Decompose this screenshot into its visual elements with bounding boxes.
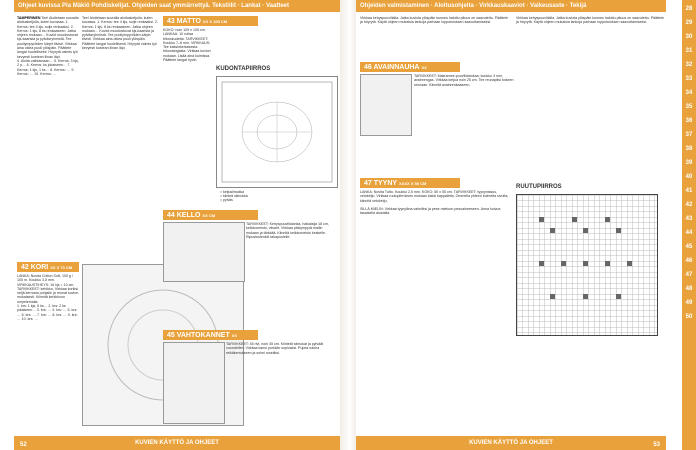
left-header: Ohjeet kuvissa Pia Mäkiö Pohdiskelijat. Ohjeiden saat ymmärrettyä. Tekstiilit · Lankat · Vaatteet (14, 0, 340, 12)
edge-number: 38 (685, 146, 693, 152)
edge-number-list (682, 6, 696, 320)
edge-number: 42 (685, 202, 693, 208)
jar-photo (163, 342, 225, 424)
edge-number: 50 (685, 314, 693, 320)
section-47-text: LANKA: Novita Tuttu. Koukku 2,5 mm. KOKO: 50 x 50 cm. TARVIKKEET: tyynynsisus, vetoketju. Virkkaa ruutupiirroksen mukaan kaksi kappaletta. Ommella yhteen kolmelta sivulta, kiinnitä vetoketju. SILLÄ MIELIN: Virkkaa tyynyliina valmiiksi ja pese mietoon pesuaineeseen. Anna kuivua tasaisella alustalla. (360, 190, 509, 216)
column-steps: 4. Aloita vaihtamaan… 5. Kerros: 3 kjs, 2 p… 6. Kerros: ks jokaiseen… 7. Kerros: 1 kjs, 1 ks… 8. Kerros: … 9. Kerros: … 10. Kerros: … (17, 58, 79, 76)
edge-number: 49 (685, 300, 693, 306)
section-45-text: TARVIKKEET: 45 rivi, noin 45 cm. Kiinteät silmukat ja pylväät vuorotellen. Virkkaa kansi purkkiin sopivaksi. Pujota nauha reikäkerrokseen ja solmi rusetiksi. (226, 342, 324, 355)
edge-number: 46 (685, 258, 693, 264)
edge-number: 44 (685, 230, 693, 236)
section-45-title: 45 VAHTOKANNET XX (163, 330, 258, 340)
section-46-title: 46 AVAINNAUHA XX (360, 62, 460, 72)
edge-number: 35 (685, 104, 693, 110)
edge-number: 33 (685, 76, 693, 82)
edge-number: 37 (685, 132, 693, 138)
filet-grid-chart (516, 194, 658, 336)
clock-photo (163, 222, 245, 282)
edge-number: 47 (685, 272, 693, 278)
edge-number: 41 (685, 188, 693, 194)
right-page (356, 0, 680, 450)
edge-number: 45 (685, 244, 693, 250)
edge-number: 39 (685, 160, 693, 166)
edge-number: 36 (685, 118, 693, 124)
edge-number: 29 (685, 20, 693, 26)
section-44-text: TARVIKKEET: Kehyspuuvillalanka, halkaisija 18 cm, kellokoneisto, viisarit. Virkkaa pitsiympyrä mallin mukaan ja tärkkää. Kiinnitä kellokoneisto keskelle. Ripustuslenkki takapuolelle. (246, 222, 329, 239)
edge-number: 48 (685, 286, 693, 292)
right-header: Ohjeiden valmistaminen · Aloitusohjeita · Virkkauskaaviot · Vaikeusaste · Tekijä (356, 0, 666, 12)
edge-number: 40 (685, 174, 693, 180)
right-footer: KUVIEN KÄYTTÖ JA OHJEET (356, 436, 666, 450)
left-column-2: Tee! Aloitetaan suoralla aloitusketjulla, kuten kuvassa. 1. Kerros: tee 4 kjs, sulje renkaaksi. 2. Kerros: 1 kjs, 8 ks renkaaseen. Jatka ohjeen mukaan… Kuviot muodostuvat kjs-kaarista ja pylväsryhmistä. Tee puoliympyröiden kärjet tiivisti. Virkkaa aina oikea puoli ylöspäin. Päättele langat huolellisesti. Höyrytä valmis työ kevyesti kostean liinan läpi. (82, 16, 158, 51)
section-43-title: 43 MATTO XX X 105 CM (163, 16, 258, 26)
crochet-diagram (216, 76, 338, 188)
right-edge-strip (682, 0, 696, 450)
column-text: Tee! Aloitetaan suoralla aloitusketjulla, kuten kuvassa. 1. Kerros: tee 4 kjs, sulje renkaaksi. 2. Kerros: 1 kjs, 8 ks renkaaseen. Jatka ohjeen mukaan… Kuviot muodostuvat kjs-kaarista ja pylväsryhmistä. Tee puoliympyröiden kärjet tiivisti. Virkkaa aina oikea puoli ylöspäin. Päättele langat huolellisesti. Höyrytä valmis työ kevyesti kostean liinan läpi. (17, 16, 79, 59)
section-46-text: TARVIKKEET: Makramee-puuvillalankaa, koukku 3 mm, avainrengas. Virkkaa ketjua noin 25 cm. Tee reunapitsi toiseen reunaan. Kiinnitä avainrenkaaseen. (414, 74, 514, 87)
edge-number: 32 (685, 62, 693, 68)
edge-number: 43 (685, 216, 693, 222)
chart-legend: = ketjusilmukka = kiinteä silmukka = pylväs (220, 190, 248, 202)
left-column-1 (17, 16, 79, 256)
keyring-photo (360, 74, 412, 136)
section-47-title: 47 TYYNY XXXX X 50 CM (360, 178, 460, 188)
edge-number: 28 (685, 6, 693, 12)
section-42-text: LANKA: Novita Cotton Soft, 100 g / 105 m. Koukku 3,5 mm. VIRKKAUSTIHEYS: 16 kjs = 10 cm. TARVIKKEET: kehikko. Virkkaa koriksi neljä kerrosta pohjalle ja reunat kuvion mukaisesti. Kiinnitä kehikkoon ompelemalla. 1. krs: 1 kjs, 6 ks… 2. krs: 2 ks jokaiseen… 3. krs: … 4. krs: … 5. krs: … 6. krs: … 7. krs: … 8. krs: … 9. krs: … 10. krs: … (17, 274, 79, 321)
chart-label: KUDONTAPIIRROS (216, 66, 271, 72)
right-column-2: Virkkaa kehyspuuvillalla. Jatka kuviota ylöspäin kunnes haluttu pituus on saavutettu. Päättele ja höyrytä. Käytä ohjeen mukaisia lankoja parhaan lopputuloksen saavuttamiseksi. (516, 16, 664, 25)
section-42-title: 42 KORI XX X 70 CM (17, 262, 79, 272)
edge-number: 30 (685, 34, 693, 40)
right-top-text: Virkkaa kehyspuuvillalla. Jatka kuviota ylöspäin kunnes haluttu pituus on saavutettu. Päättele ja höyrytä. Käytä ohjeen mukaisia lankoja parhaan lopputuloksen saavuttamiseksi. (360, 16, 508, 25)
column-title: TAMPERINEN (17, 16, 41, 20)
page-number: 52 (20, 442, 27, 448)
page-number: 53 (653, 442, 660, 448)
section-43-text: KOKO: noin 105 x 105 cm. LANKAA: 10 rullaa trikookudetta. TARVIKKEET: Koukku 7–8 mm. VIRKKAUS: Tee kaksinkertaisesta trikoolangasta. Virkkaa kuvion mukaan. Lisää aina kulmissa. Päättele langat hyvin. (163, 28, 211, 63)
edge-number: 34 (685, 90, 693, 96)
edge-number: 31 (685, 48, 693, 54)
page-gutter (340, 0, 356, 450)
section-44-title: 44 KELLO XX CM (163, 210, 258, 220)
left-footer: KUVIEN KÄYTTÖ JA OHJEET (14, 436, 340, 450)
grid-chart-label: RUUTUPIIRROS (516, 184, 562, 190)
left-page (0, 0, 340, 450)
